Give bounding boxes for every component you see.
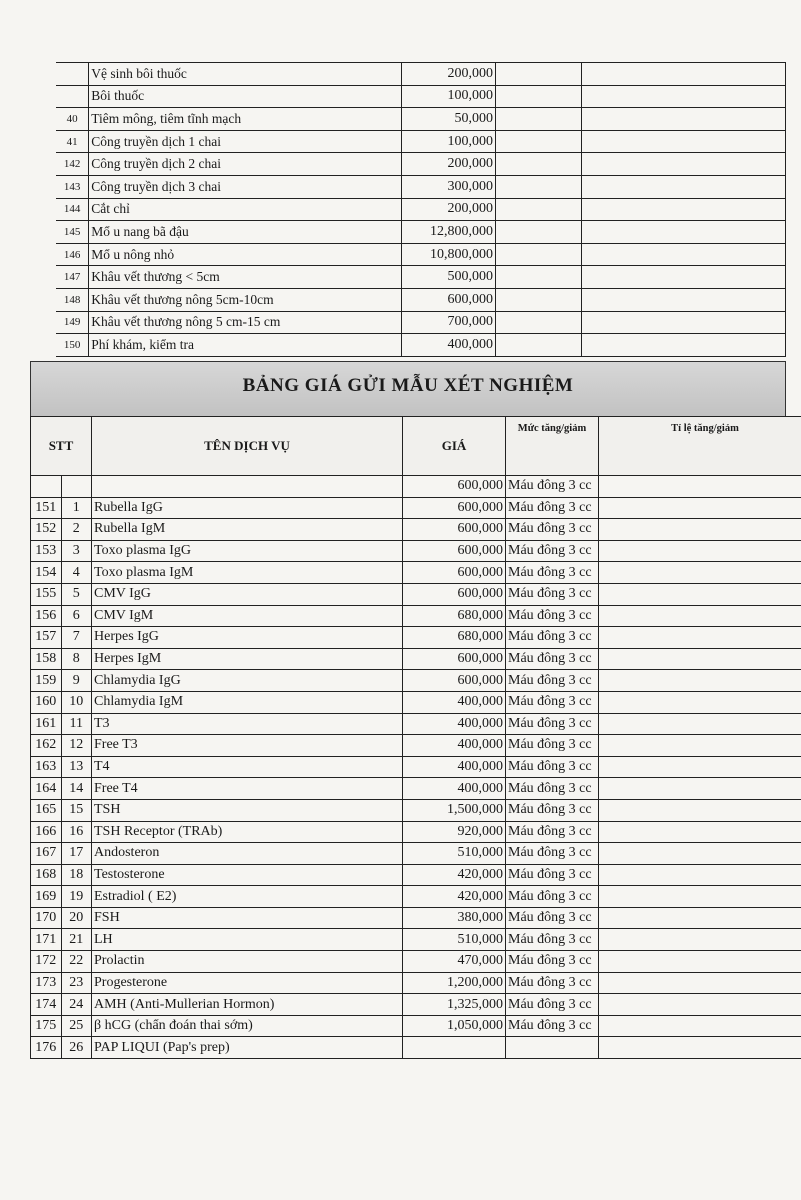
sample-cell: Máu đông 3 cc: [506, 713, 599, 735]
service-name-cell: Vệ sinh bôi thuốc: [89, 63, 402, 86]
sample-cell: Máu đông 3 cc: [506, 670, 599, 692]
ratio-cell: [599, 648, 801, 670]
empty-cell: [581, 243, 785, 266]
stt-cell: 159: [31, 670, 62, 692]
table-row: [56, 130, 786, 153]
ratio-cell: [599, 886, 801, 908]
no-cell: 17: [61, 843, 92, 865]
price-cell: 200,000: [402, 153, 496, 176]
row-index-cell: 142: [56, 153, 89, 176]
table-row: [56, 334, 786, 357]
service-name-cell: Progesterone: [92, 972, 403, 994]
stt-cell: 170: [31, 907, 62, 929]
empty-cell: [496, 266, 582, 289]
service-name-header: TÊN DỊCH VỤ: [92, 417, 403, 476]
no-cell: 14: [61, 778, 92, 800]
stt-cell: 167: [31, 843, 62, 865]
price-header: GIÁ: [403, 417, 506, 476]
price-cell: 400,000: [403, 713, 506, 735]
sample-cell: Máu đông 3 cc: [506, 627, 599, 649]
stt-cell: 162: [31, 735, 62, 757]
row-index-cell: [56, 85, 89, 108]
service-name-cell: Công truyền dịch 3 chai: [89, 175, 402, 198]
table-row: [31, 583, 801, 605]
stt-cell: 156: [31, 605, 62, 627]
stt-cell: 163: [31, 756, 62, 778]
price-cell: 1,325,000: [403, 994, 506, 1016]
price-cell: 600,000: [403, 497, 506, 519]
change-ratio-header: Tỉ lệ tăng/giảm: [599, 417, 801, 476]
service-name-cell: Khâu vết thương nông 5cm-10cm: [89, 288, 402, 311]
empty-cell: [581, 266, 785, 289]
table-row: [31, 907, 801, 929]
row-index-cell: 144: [56, 198, 89, 221]
ratio-cell: [599, 907, 801, 929]
service-name-cell: Khâu vết thương nông 5 cm-15 cm: [89, 311, 402, 334]
price-cell: 400,000: [403, 756, 506, 778]
stt-cell: 155: [31, 583, 62, 605]
sample-cell: Máu đông 3 cc: [506, 540, 599, 562]
ratio-cell: [599, 994, 801, 1016]
table-row: [56, 153, 786, 176]
service-name-cell: Chlamydia IgM: [92, 691, 403, 713]
stt-cell: 154: [31, 562, 62, 584]
price-cell: 700,000: [402, 311, 496, 334]
price-cell: 12,800,000: [402, 221, 496, 244]
ratio-cell: [599, 735, 801, 757]
price-cell: 420,000: [403, 886, 506, 908]
price-cell: 400,000: [403, 691, 506, 713]
empty-cell: [581, 63, 785, 86]
table-row: [31, 562, 801, 584]
table-row: [56, 108, 786, 131]
section-banner: [30, 361, 786, 417]
stt-cell: 168: [31, 864, 62, 886]
table-row: [56, 63, 786, 86]
table-row: [31, 994, 801, 1016]
table-row: [31, 627, 801, 649]
ratio-cell: [599, 756, 801, 778]
row-index-cell: 149: [56, 311, 89, 334]
stt-cell: 165: [31, 799, 62, 821]
empty-cell: [581, 311, 785, 334]
sample-cell: Máu đông 3 cc: [506, 497, 599, 519]
price-cell: 300,000: [402, 175, 496, 198]
empty-cell: [496, 108, 582, 131]
sample-cell: Máu đông 3 cc: [506, 929, 599, 951]
section-title: BẢNG GIÁ GỬI MẪU XÉT NGHIỆM: [242, 375, 574, 396]
no-cell: 3: [61, 540, 92, 562]
price-cell: 50,000: [402, 108, 496, 131]
stt-cell: 169: [31, 886, 62, 908]
service-name-cell: Phí khám, kiểm tra: [89, 334, 402, 357]
sample-cell: Máu đông 3 cc: [506, 951, 599, 973]
stt-cell: 158: [31, 648, 62, 670]
service-name-cell: Toxo plasma IgM: [92, 562, 403, 584]
no-cell: 2: [61, 519, 92, 541]
ratio-cell: [599, 821, 801, 843]
service-name-cell: Tiêm mông, tiêm tĩnh mạch: [89, 108, 402, 131]
service-name-cell: [92, 476, 403, 498]
table-row: [31, 756, 801, 778]
price-cell: 600,000: [403, 562, 506, 584]
stt-cell: 151: [31, 497, 62, 519]
stt-cell: 160: [31, 691, 62, 713]
no-cell: 9: [61, 670, 92, 692]
stt-cell: 175: [31, 1015, 62, 1037]
empty-cell: [496, 175, 582, 198]
sample-cell: Máu đông 3 cc: [506, 648, 599, 670]
table-row: [31, 799, 801, 821]
table-row: [31, 929, 801, 951]
price-cell: 500,000: [402, 266, 496, 289]
empty-cell: [496, 243, 582, 266]
empty-cell: [581, 85, 785, 108]
price-cell: 100,000: [402, 130, 496, 153]
sample-cell: [506, 1037, 599, 1059]
sample-cell: Máu đông 3 cc: [506, 799, 599, 821]
table-row: [31, 670, 801, 692]
price-cell: 400,000: [403, 778, 506, 800]
no-cell: 25: [61, 1015, 92, 1037]
ratio-cell: [599, 583, 801, 605]
no-cell: 24: [61, 994, 92, 1016]
ratio-cell: [599, 540, 801, 562]
price-cell: 510,000: [403, 929, 506, 951]
service-name-cell: Herpes IgM: [92, 648, 403, 670]
table-row: [56, 175, 786, 198]
table-row: [31, 1037, 801, 1059]
ratio-cell: [599, 713, 801, 735]
ratio-cell: [599, 1037, 801, 1059]
stt-cell: 172: [31, 951, 62, 973]
empty-cell: [581, 221, 785, 244]
sample-cell: Máu đông 3 cc: [506, 583, 599, 605]
no-cell: [61, 476, 92, 498]
table-row: [31, 497, 801, 519]
price-cell: 10,800,000: [402, 243, 496, 266]
no-cell: 19: [61, 886, 92, 908]
service-name-cell: Công truyền dịch 1 chai: [89, 130, 402, 153]
no-cell: 20: [61, 907, 92, 929]
ratio-cell: [599, 778, 801, 800]
no-cell: 7: [61, 627, 92, 649]
table-row: [31, 821, 801, 843]
table-row: [31, 691, 801, 713]
table-row: [31, 951, 801, 973]
row-index-cell: 41: [56, 130, 89, 153]
price-cell: 420,000: [403, 864, 506, 886]
no-cell: 21: [61, 929, 92, 951]
stt-cell: 166: [31, 821, 62, 843]
service-name-cell: Testosterone: [92, 864, 403, 886]
row-index-cell: 145: [56, 221, 89, 244]
service-name-cell: AMH (Anti-Mullerian Hormon): [92, 994, 403, 1016]
no-cell: 5: [61, 583, 92, 605]
sample-cell: Máu đông 3 cc: [506, 562, 599, 584]
service-name-cell: Rubella IgM: [92, 519, 403, 541]
price-cell: 400,000: [403, 735, 506, 757]
change-level-header: Mức tăng/giảm: [506, 417, 599, 476]
stt-cell: 176: [31, 1037, 62, 1059]
price-cell: 100,000: [402, 85, 496, 108]
service-name-cell: TSH Receptor (TRAb): [92, 821, 403, 843]
table-row: [56, 85, 786, 108]
table-row: [31, 735, 801, 757]
service-name-cell: Free T4: [92, 778, 403, 800]
price-cell: 600,000: [403, 583, 506, 605]
service-name-cell: Prolactin: [92, 951, 403, 973]
no-cell: 1: [61, 497, 92, 519]
no-cell: 11: [61, 713, 92, 735]
empty-cell: [581, 153, 785, 176]
service-name-cell: β hCG (chẩn đoán thai sớm): [92, 1015, 403, 1037]
price-cell: 510,000: [403, 843, 506, 865]
table-row: [56, 311, 786, 334]
stt-cell: 157: [31, 627, 62, 649]
table-row: [31, 540, 801, 562]
stt-cell: 161: [31, 713, 62, 735]
table-row: [31, 778, 801, 800]
ratio-cell: [599, 929, 801, 951]
stt-cell: 171: [31, 929, 62, 951]
ratio-cell: [599, 562, 801, 584]
no-cell: 13: [61, 756, 92, 778]
stt-cell: 152: [31, 519, 62, 541]
service-name-cell: FSH: [92, 907, 403, 929]
price-cell: 600,000: [402, 288, 496, 311]
empty-cell: [496, 63, 582, 86]
service-name-cell: Free T3: [92, 735, 403, 757]
service-name-cell: Herpes IgG: [92, 627, 403, 649]
ratio-cell: [599, 843, 801, 865]
ratio-cell: [599, 670, 801, 692]
no-cell: 23: [61, 972, 92, 994]
no-cell: 18: [61, 864, 92, 886]
sample-cell: Máu đông 3 cc: [506, 907, 599, 929]
table-row: [31, 864, 801, 886]
row-index-cell: [56, 63, 89, 86]
table-row: [56, 243, 786, 266]
table-row: [31, 648, 801, 670]
service-name-cell: Mổ u nang bã đậu: [89, 221, 402, 244]
price-cell: 200,000: [402, 198, 496, 221]
no-cell: 16: [61, 821, 92, 843]
no-cell: 6: [61, 605, 92, 627]
row-index-cell: 147: [56, 266, 89, 289]
table-row: [31, 843, 801, 865]
stt-cell: 173: [31, 972, 62, 994]
table-row: [56, 266, 786, 289]
ratio-cell: [599, 1015, 801, 1037]
ratio-cell: [599, 605, 801, 627]
service-name-cell: CMV IgG: [92, 583, 403, 605]
empty-cell: [496, 311, 582, 334]
service-name-cell: T4: [92, 756, 403, 778]
sample-cell: Máu đông 3 cc: [506, 735, 599, 757]
no-cell: 15: [61, 799, 92, 821]
empty-cell: [581, 130, 785, 153]
sample-cell: Máu đông 3 cc: [506, 972, 599, 994]
ratio-cell: [599, 972, 801, 994]
sample-cell: Máu đông 3 cc: [506, 605, 599, 627]
table-row: [56, 221, 786, 244]
service-name-cell: Bôi thuốc: [89, 85, 402, 108]
sample-cell: Máu đông 3 cc: [506, 778, 599, 800]
stt-cell: [31, 476, 62, 498]
ratio-cell: [599, 951, 801, 973]
price-cell: 470,000: [403, 951, 506, 973]
service-name-cell: Estradiol ( E2): [92, 886, 403, 908]
row-index-cell: 40: [56, 108, 89, 131]
sample-cell: Máu đông 3 cc: [506, 691, 599, 713]
price-cell: 600,000: [403, 519, 506, 541]
table-row: [31, 605, 801, 627]
ratio-cell: [599, 691, 801, 713]
price-cell: 600,000: [403, 648, 506, 670]
ratio-cell: [599, 476, 801, 498]
ratio-cell: [599, 497, 801, 519]
empty-cell: [581, 198, 785, 221]
table-header-row: [31, 417, 801, 476]
table-row: [56, 288, 786, 311]
empty-cell: [496, 221, 582, 244]
ratio-cell: [599, 627, 801, 649]
price-cell: 600,000: [403, 540, 506, 562]
service-name-cell: Andosteron: [92, 843, 403, 865]
service-name-cell: Chlamydia IgG: [92, 670, 403, 692]
ratio-cell: [599, 864, 801, 886]
service-name-cell: LH: [92, 929, 403, 951]
service-name-cell: Rubella IgG: [92, 497, 403, 519]
price-cell: 600,000: [403, 670, 506, 692]
table-row: [31, 476, 801, 498]
price-cell: [403, 1037, 506, 1059]
row-index-cell: 148: [56, 288, 89, 311]
sample-cell: Máu đông 3 cc: [506, 994, 599, 1016]
sample-cell: Máu đông 3 cc: [506, 1015, 599, 1037]
service-name-cell: Toxo plasma IgG: [92, 540, 403, 562]
table-row: [31, 1015, 801, 1037]
table-row: [31, 519, 801, 541]
lab-sample-price-table: [30, 416, 801, 1059]
sample-cell: Máu đông 3 cc: [506, 821, 599, 843]
no-cell: 22: [61, 951, 92, 973]
sample-cell: Máu đông 3 cc: [506, 886, 599, 908]
sample-cell: Máu đông 3 cc: [506, 864, 599, 886]
empty-cell: [581, 108, 785, 131]
service-name-cell: Khâu vết thương < 5cm: [89, 266, 402, 289]
table-row: [56, 198, 786, 221]
price-cell: 680,000: [403, 627, 506, 649]
table-row: [31, 886, 801, 908]
stt-cell: 174: [31, 994, 62, 1016]
price-cell: 600,000: [403, 476, 506, 498]
no-cell: 12: [61, 735, 92, 757]
row-index-cell: 150: [56, 334, 89, 357]
empty-cell: [496, 198, 582, 221]
price-cell: 380,000: [403, 907, 506, 929]
empty-cell: [581, 334, 785, 357]
sample-cell: Máu đông 3 cc: [506, 519, 599, 541]
service-name-cell: T3: [92, 713, 403, 735]
stt-cell: 153: [31, 540, 62, 562]
procedure-price-table: [56, 62, 786, 357]
sample-cell: Máu đông 3 cc: [506, 756, 599, 778]
price-cell: 200,000: [402, 63, 496, 86]
row-index-cell: 146: [56, 243, 89, 266]
price-cell: 680,000: [403, 605, 506, 627]
sample-cell: Máu đông 3 cc: [506, 843, 599, 865]
table-row: [31, 972, 801, 994]
empty-cell: [496, 288, 582, 311]
service-name-cell: CMV IgM: [92, 605, 403, 627]
price-cell: 400,000: [402, 334, 496, 357]
service-name-cell: PAP LIQUI (Pap's prep): [92, 1037, 403, 1059]
no-cell: 4: [61, 562, 92, 584]
no-cell: 8: [61, 648, 92, 670]
empty-cell: [496, 85, 582, 108]
price-cell: 1,050,000: [403, 1015, 506, 1037]
service-name-cell: Công truyền dịch 2 chai: [89, 153, 402, 176]
empty-cell: [496, 153, 582, 176]
empty-cell: [496, 130, 582, 153]
sample-cell: Máu đông 3 cc: [506, 476, 599, 498]
price-cell: 1,500,000: [403, 799, 506, 821]
service-name-cell: Cắt chỉ: [89, 198, 402, 221]
row-index-cell: 143: [56, 175, 89, 198]
stt-cell: 164: [31, 778, 62, 800]
ratio-cell: [599, 799, 801, 821]
table-row: [31, 713, 801, 735]
price-cell: 920,000: [403, 821, 506, 843]
empty-cell: [496, 334, 582, 357]
empty-cell: [581, 175, 785, 198]
price-cell: 1,200,000: [403, 972, 506, 994]
stt-header: STT: [31, 417, 92, 476]
no-cell: 26: [61, 1037, 92, 1059]
empty-cell: [581, 288, 785, 311]
service-name-cell: TSH: [92, 799, 403, 821]
ratio-cell: [599, 519, 801, 541]
service-name-cell: Mổ u nông nhỏ: [89, 243, 402, 266]
no-cell: 10: [61, 691, 92, 713]
